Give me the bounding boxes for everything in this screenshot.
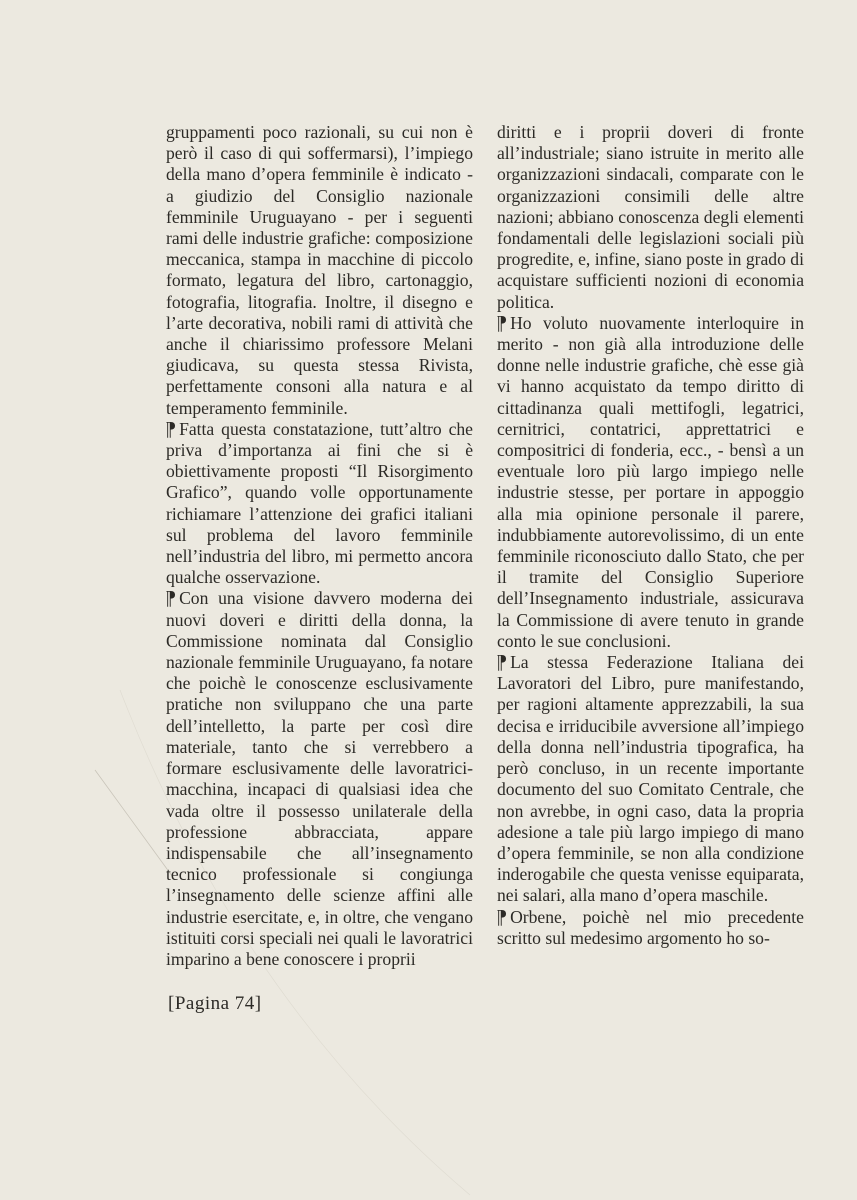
pilcrow-icon: ¶ xyxy=(497,905,507,928)
paragraph-text: Fatta questa constatazione, tutt’altro che priva d’importanza ai fini che si è obiettivamente proposti “Il Risorgimento Grafico”, quando volle opportunamente richiamare l’attenzione dei grafici italiani sul problema del lavoro femminile nell’industria del libro, mi permetto ancora qualche osservazione. xyxy=(166,418,473,588)
paragraph-text: Con una visione davvero moderna dei nuovi doveri e diritti della donna, la Commissione nominata dal Consiglio nazionale femminile Uruguayano, fa notare che poichè le conoscenze esclusivamente pratiche non sviluppano che una parte dell’intelletto, la parte per così dire materiale, tanto che si verrebbero a formare esclusivamente delle lavoratrici-macchina, incapaci di qualsiasi idea che vada oltre il possesso unilaterale della professione abbracciata, appare indispensabile che all’insegnamento tecnico professionale si congiunga l’insegnamento delle scienze affini alle industrie esercitate, e, in oltre, che vengano istituiti corsi speciali nei quali le lavoratrici imparino a bene conoscere i proprii xyxy=(166,588,473,969)
pilcrow-icon: ¶ xyxy=(497,311,507,334)
paragraph xyxy=(497,313,804,652)
left-text-column xyxy=(166,122,473,970)
paragraph xyxy=(497,122,804,313)
pilcrow-icon: ¶ xyxy=(166,587,176,610)
paragraph xyxy=(166,122,473,419)
right-text-column xyxy=(497,122,804,949)
paragraph-text: diritti e i proprii doveri di fronte all’industriale; siano istruite in merito alle organizzazioni sindacali, comparate con le organizzazioni consimili delle altre nazioni; abbiano conoscenza degli elementi fondamentali delle legislazioni sociali più progredite, e, infine, siano poste in grado di acquistare sufficienti nozioni di economia politica. xyxy=(497,122,804,312)
pilcrow-icon: ¶ xyxy=(497,651,507,674)
paragraph xyxy=(497,652,804,906)
paragraph-text: Orbene, poichè nel mio precedente scritto sul medesimo argomento ho so- xyxy=(497,906,804,948)
paragraph-text: La stessa Federazione Italiana dei Lavoratori del Libro, pure manifestando, per ragioni altamente apprezzabili, la sua decisa e irriducibile avversione all’impiego della donna nell’industria tipografica, ha però concluso, in un recente importante documento del suo Comitato Centrale, che non avrebbe, in ogni caso, data la propria adesione a tale più largo impiego di mano d’opera femminile, se non alla condizione inderogabile che questa venisse equiparata, nei salari, alla mano d’opera maschile. xyxy=(497,652,804,906)
paragraph-text: gruppamenti poco razionali, su cui non è però il caso di qui soffermarsi), l’impiego della mano d’opera femminile è indicato - a giudizio del Consiglio nazionale femminile Uruguayano - per i seguenti rami delle industrie grafiche: composizione meccanica, stampa in macchine di piccolo formato, legatura del libro, cartonaggio, fotografia, litografia. Inoltre, il disegno e l’arte decorativa, nobili rami di attività che anche il chiarissimo professore Melani giudicava, su questa stessa Rivista, perfettamente consoni alla natura e al temperamento femminile. xyxy=(166,122,473,418)
paragraph-text: Ho voluto nuovamente interloquire in merito - non già alla introduzione delle donne nelle industrie grafiche, chè esse già vi hanno acquistato da tempo diritto di cittadinanza quali mettifogli, legatrici, cernitrici, contatrici, apprettatrici e compositrici di fonderia, ecc., - bensì a un eventuale loro più largo impiego nelle industrie stesse, per portare in appoggio alla mia opinione personale il parere, indubbiamente autorevolissimo, di un ente femminile riconosciuto dallo Stato, che per il tramite del Consiglio Superiore dell’Insegnamento industriale, assicurava la Commissione di avere tenuto in grande conto le sue conclusioni. xyxy=(497,312,804,651)
paragraph xyxy=(166,588,473,970)
pilcrow-icon: ¶ xyxy=(166,417,176,440)
page-number: [Pagina 74] xyxy=(168,993,262,1014)
paragraph xyxy=(166,419,473,589)
paragraph xyxy=(497,907,804,949)
